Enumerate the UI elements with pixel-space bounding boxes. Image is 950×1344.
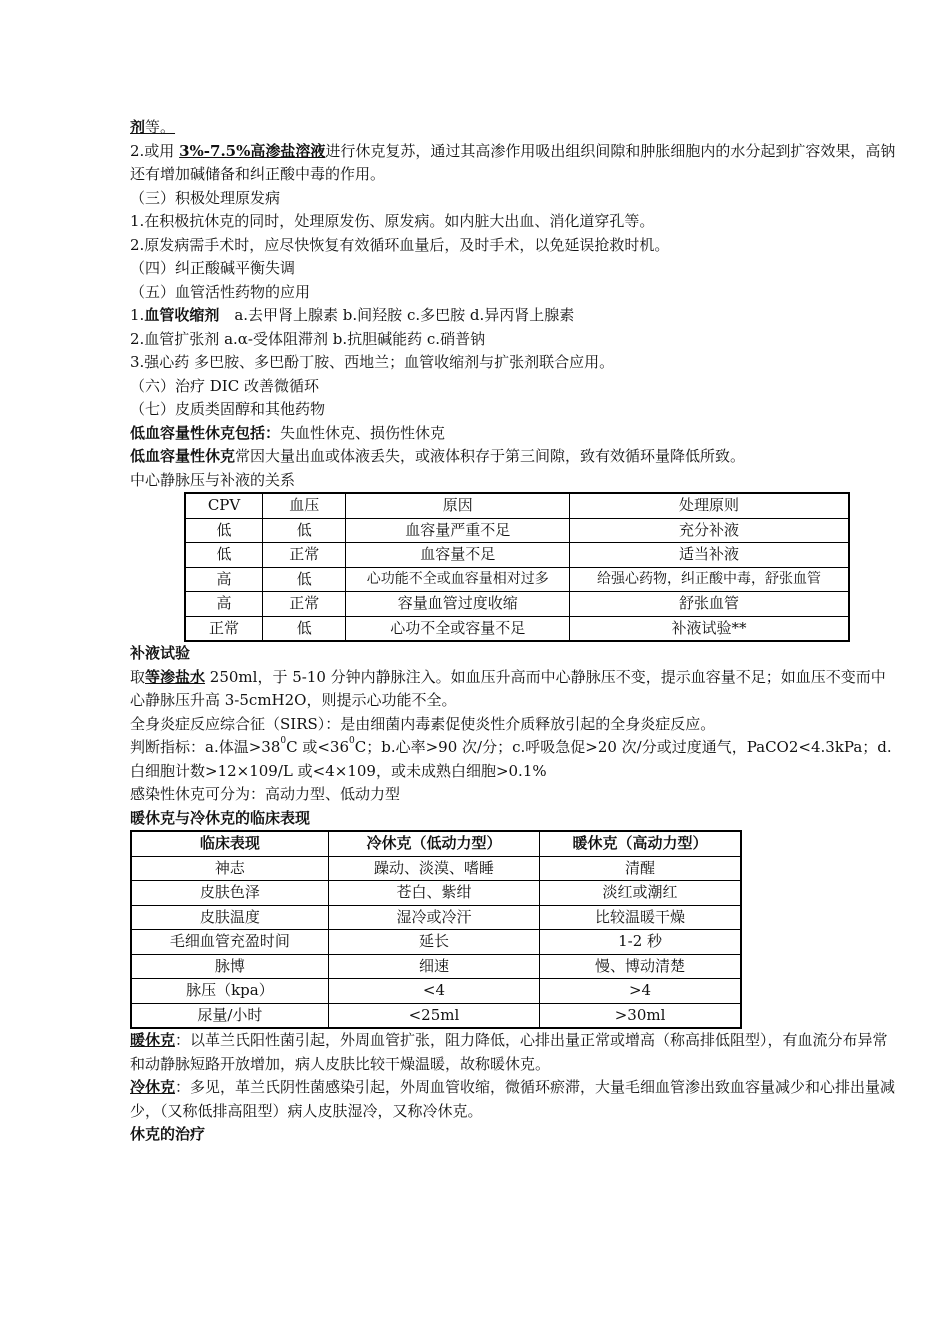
table-cell: 延长 (328, 930, 539, 955)
table-cell: 尿量/小时 (131, 1003, 328, 1028)
text-line: 低血容量性休克常因大量出血或体液丢失，或液体积存于第三间隙，致有效循环量降低所致。 (130, 447, 746, 465)
section-heading: （七）皮质类固醇和其他药物 (130, 400, 326, 418)
table-cell: >4 (540, 979, 741, 1004)
table-cell: 血容量不足 (346, 543, 570, 568)
section-heading: （四）纠正酸碱平衡失调 (130, 259, 296, 277)
table-row (185, 592, 849, 617)
table-cell: 正常 (263, 592, 346, 617)
table-cell: 心功不全或容量不足 (346, 616, 570, 641)
bold-term: 低血容量性休克 (130, 447, 236, 465)
table-row (131, 881, 741, 906)
bold-term: 血管收缩剂 (144, 306, 220, 324)
table-header-cell: 血压 (263, 493, 346, 518)
table-cell: 正常 (263, 543, 346, 568)
table-cell: >30ml (540, 1003, 741, 1028)
table-row (131, 979, 741, 1004)
text-line: 3.强心药 多巴胺、多巴酚丁胺、西地兰；血管收缩剂与扩张剂联合应用。 (130, 353, 615, 371)
sirs-definition: 全身炎症反应综合征（SIRS）：是由细菌内毒素促使炎性介质释放引起的全身炎症反应。 (130, 714, 716, 733)
table-cell: 补液试验** (570, 616, 849, 641)
treatment-heading: 休克的治疗 (130, 1125, 206, 1143)
table-row (131, 930, 741, 955)
fluid-test-heading: 补液试验 (130, 644, 191, 662)
table-cell: 容量血管过度收缩 (346, 592, 570, 617)
table-cell: 湿冷或冷汗 (328, 905, 539, 930)
table-row (185, 567, 849, 592)
cvp-table (184, 492, 850, 642)
text-paragraph: 2.或用 3%-7.5%高渗盐溶液进行休克复苏，通过其高渗作用吸出组织间隙和肿胀细胞内的水分起到扩容效果，高钠还有增加碱储备和纠正酸中毒的作用。 (130, 141, 896, 183)
table-cell: 低 (185, 543, 263, 568)
shock-comparison-table (130, 830, 742, 1029)
table-cell: 躁动、淡漠、嗜睡 (328, 856, 539, 881)
table-cell: 神志 (131, 856, 328, 881)
table-row (131, 905, 741, 930)
table-cell: 高 (185, 567, 263, 592)
septic-types: 感染性休克可分为：高动力型、低动力型 (130, 785, 401, 803)
text-line: 低血容量性休克包括：失血性休克、损伤性休克 (130, 423, 446, 442)
bold-term: 3%-7.5%高渗盐溶液 (179, 141, 326, 160)
table-header-cell: 原因 (346, 493, 570, 518)
table-cell: 淡红或潮红 (540, 881, 741, 906)
bold-term: 暖休克 (130, 1031, 176, 1049)
bold-term: 等渗盐水 (145, 667, 206, 686)
table-cell: 高 (185, 592, 263, 617)
text-line: 2.原发病需手术时，应尽快恢复有效循环血量后，及时手术，以免延误抢救时机。 (130, 235, 670, 254)
table-cell: 比较温暖干燥 (540, 905, 741, 930)
table-cell: 充分补液 (570, 518, 849, 543)
table-row (185, 616, 849, 641)
table-cell: 皮肤温度 (131, 905, 328, 930)
table-cell: 脉压（kpa） (131, 979, 328, 1004)
table-cell: 低 (185, 518, 263, 543)
cold-shock-paragraph: 冷休克：多见，革兰氏阴性菌感染引起，外周血管收缩，微循环瘀滞，大量毛细血管渗出致血容量减少和心排出量减少，（又称低排高阻型）病人皮肤湿冷，又称冷休克。 (130, 1078, 896, 1120)
sirs-criteria: 判断指标：a.体温$>38^0C$ 或$<36^0C$；b.心率>90 次/分；c.呼吸急促>20 次/分或过度通气，PaCO2<4.3kPa；d.白细胞计数>12×109/L 或<4×109，或未成熟白细胞>0.1% (130, 736, 892, 780)
table-cell: 脉博 (131, 954, 328, 979)
table-cell: 低 (263, 567, 346, 592)
table-row (131, 856, 741, 881)
table-cell: 正常 (185, 616, 263, 641)
text-line: 1.在积极抗休克的同时，处理原发伤、原发病。如内脏大出血、消化道穿孔等。 (130, 212, 655, 230)
table-cell: 1-2 秒 (540, 930, 741, 955)
table-row (185, 518, 849, 543)
table-cell: 慢、博动清楚 (540, 954, 741, 979)
table-row (185, 543, 849, 568)
text-line: 剂等。 (130, 118, 176, 136)
table-cell: <4 (328, 979, 539, 1004)
section-heading: （三）积极处理原发病 (130, 188, 281, 207)
fluid-test-paragraph: 取等渗盐水 250ml，于 5-10 分钟内静脉注入。如血压升高而中心静脉压不变，提示血容量不足；如血压不变而中心静脉压升高 3-5cmH2O，则提示心功能不全。 (130, 667, 886, 709)
table-header-cell: 处理原则 (570, 493, 849, 518)
section-heading: （五）血管活性药物的应用 (130, 282, 311, 301)
table-header-row (131, 831, 741, 856)
table-cell: 细速 (328, 954, 539, 979)
table-header-cell: 冷休克（低动力型） (328, 831, 539, 856)
table-cell: 给强心药物，纠正酸中毒，舒张血管 (570, 567, 849, 592)
table-cell: 苍白、紫绀 (328, 881, 539, 906)
text-line: 2.血管扩张剂 a.α-受体阻滞剂 b.抗胆碱能药 c.硝普钠 (130, 329, 486, 348)
bold-term: 低血容量性休克包括： (130, 423, 281, 442)
table-caption: 中心静脉压与补液的关系 (130, 470, 296, 489)
table-cell: <25ml (328, 1003, 539, 1028)
table-header-cell: CPV (185, 493, 263, 518)
table-cell: 低 (263, 518, 346, 543)
table-row (131, 954, 741, 979)
bold-term: 冷休克 (130, 1078, 176, 1096)
warm-shock-paragraph: 暖休克：以革兰氏阳性菌引起，外周血管扩张，阻力降低，心排出量正常或增高（称高排低阻型），有血流分布异常和动静脉短路开放增加，病人皮肤比较干燥温暖，故称暖休克。 (130, 1031, 888, 1073)
table-cell: 清醒 (540, 856, 741, 881)
table-cell: 低 (263, 616, 346, 641)
table-cell: 皮肤色泽 (131, 881, 328, 906)
table-cell: 心功能不全或血容量相对过多 (346, 567, 570, 592)
table-row (131, 1003, 741, 1028)
table-cell: 舒张血管 (570, 592, 849, 617)
table-cell: 血容量严重不足 (346, 518, 570, 543)
table-cell: 毛细血管充盈时间 (131, 930, 328, 955)
document-page (130, 116, 900, 1147)
table-cell: 适当补液 (570, 543, 849, 568)
text-line: 1.血管收缩剂 a.去甲肾上腺素 b.间羟胺 c.多巴胺 d.异丙肾上腺素 (130, 306, 575, 324)
table-header-row (185, 493, 849, 518)
table-header-cell: 临床表现 (131, 831, 328, 856)
table-header-cell: 暖休克（高动力型） (540, 831, 741, 856)
bold-term: 剂 (130, 118, 146, 136)
section-heading: （六）治疗 DIC 改善微循环 (130, 376, 319, 395)
table-caption: 暖休克与冷休克的临床表现 (130, 808, 311, 827)
